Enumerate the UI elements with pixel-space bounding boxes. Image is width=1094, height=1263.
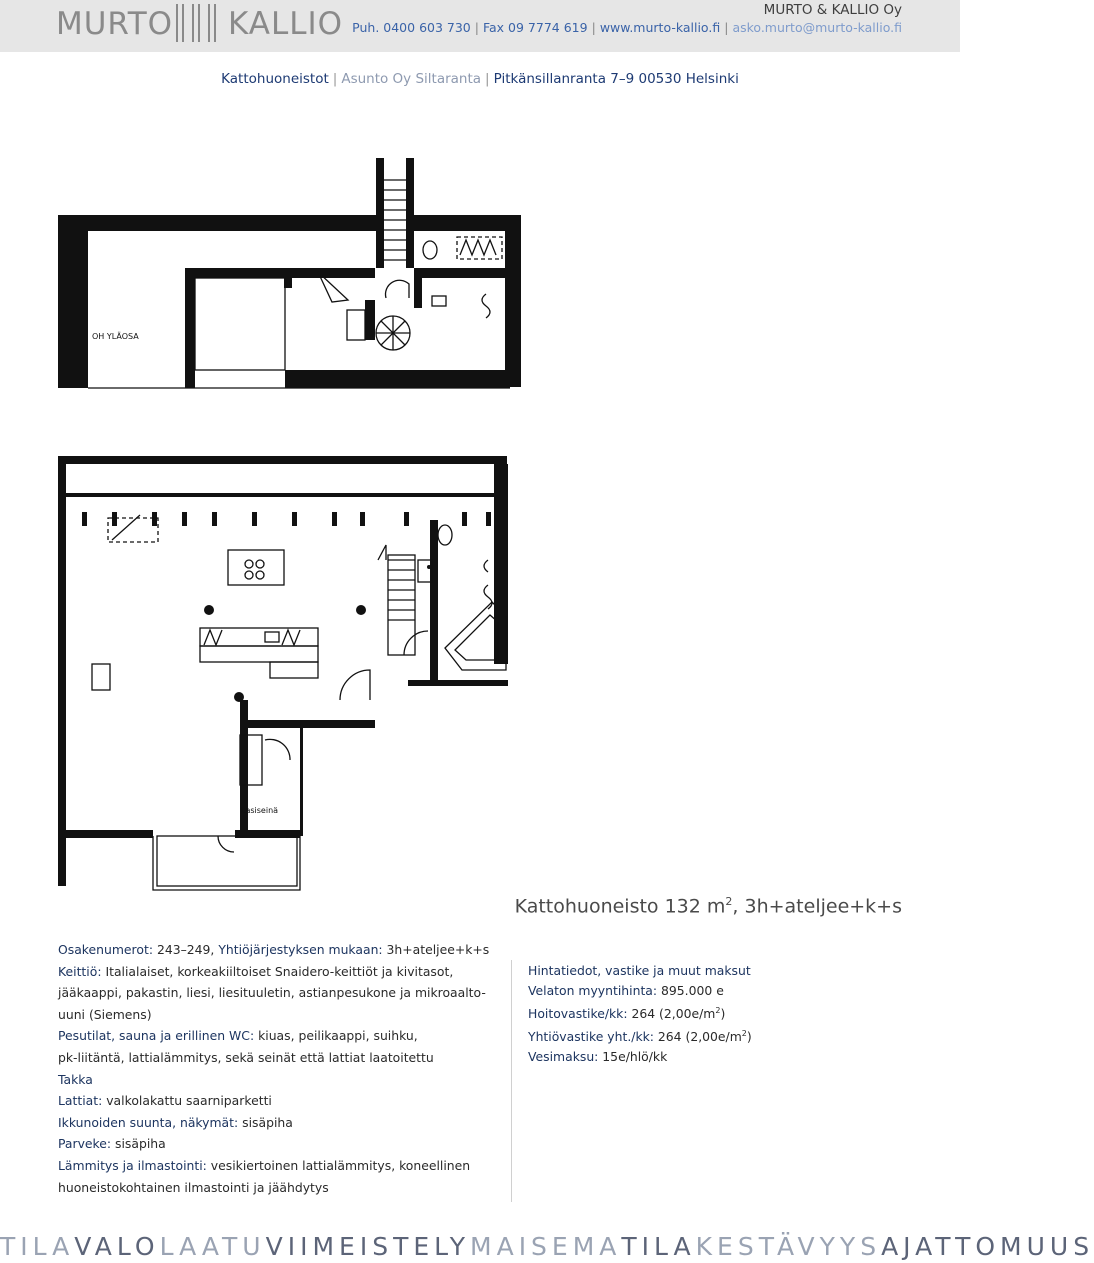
price-row: Vesimaksu: 15e/hlö/kk xyxy=(528,1049,668,1065)
price-row: Hoitovastike/kk: 264 $(2,00e/m^2)$ xyxy=(528,1006,726,1022)
logo-word-left: MURTO xyxy=(56,6,174,42)
details-line: pk-liitäntä, lattialämmitys, sekä seinät että lattiat laatoitettu xyxy=(58,1049,434,1065)
slogan-word: TILA xyxy=(621,1232,696,1261)
phone-text: Puh. 0400 603 730 xyxy=(352,20,471,35)
details-line: uuni (Siemens) xyxy=(58,1006,152,1022)
column-divider xyxy=(511,960,512,1202)
property-location: Kattohuoneistot | Asunto Oy Siltaranta | Pitkänsillanranta 7–9 00530 Helsinki xyxy=(221,71,739,87)
details-line: Parveke: sisäpiha xyxy=(58,1136,166,1152)
details-line: Takka xyxy=(58,1071,93,1087)
contact-line: Puh. 0400 603 730 | Fax 09 7774 619 | www.murto-kallio.fi | asko.murto@murto-kallio.fi xyxy=(352,20,902,35)
price-heading: Hintatiedot, vastike ja muut maksut xyxy=(528,963,751,978)
slogan-word: AJATTOMUUS xyxy=(881,1232,1094,1261)
email-link[interactable]: asko.murto@murto-kallio.fi xyxy=(732,20,902,35)
details-line: Lattiat: valkolakattu saarniparketti xyxy=(58,1093,272,1109)
details-line: jääkaappi, pakastin, liesi, liesituuletin, astianpesukone ja mikroaalto- xyxy=(58,985,486,1001)
location-category: Kattohuoneistot xyxy=(221,71,329,87)
footer-slogan xyxy=(0,1232,1094,1263)
label-upper-floor: OH YLÄOSA xyxy=(92,332,139,341)
details-line: Lämmitys ja ilmastointi: vesikiertoinen lattialämmitys, koneellinen xyxy=(58,1157,471,1173)
slogan-word: LAATU xyxy=(159,1232,266,1261)
slogan-word: KESTÄVYYS xyxy=(695,1232,882,1261)
logo-bars xyxy=(174,4,222,42)
price-info xyxy=(528,961,908,1067)
logo-word-right: KALLIO xyxy=(228,6,344,42)
fax-text: Fax 09 7774 619 xyxy=(482,20,588,35)
label-glass-wall: Lasiseinä xyxy=(241,806,279,815)
price-row: Velaton myyntihinta: 895.000 e xyxy=(528,983,724,998)
details-line: Ikkunoiden suunta, näkymät: sisäpiha xyxy=(58,1114,293,1130)
details-line: Keittiö: Italialaiset, korkeakiiltoiset Snaidero-keittiöt ja kivitasot, xyxy=(58,963,454,979)
location-company: Asunto Oy Siltaranta xyxy=(341,71,482,87)
page-header xyxy=(0,0,960,52)
price-row: Yhtiövastike yht./kk: 264 $(2,00e/m^2)$ xyxy=(528,1029,752,1045)
details-line: Pesutilat, sauna ja erillinen WC: kiuas, peilikaappi, suihku, xyxy=(58,1028,418,1044)
apartment-details xyxy=(58,939,498,1198)
slogan-word: MAISEMA xyxy=(470,1232,622,1261)
details-line: Osakenumerot: 243–249, Yhtiöjärjestyksen mukaan: 3h+ateljee+k+s xyxy=(58,942,490,957)
location-address: Pitkänsillanranta 7–9 00530 Helsinki xyxy=(493,71,739,87)
details-line: huoneistokohtainen ilmastointi ja jäähdytys xyxy=(58,1179,329,1195)
apartment-title: Kattohuoneisto 132 $m^2$, 3h+ateljee+k+s xyxy=(514,895,902,918)
slogan-word: VIIMEISTELY xyxy=(265,1232,471,1261)
slogan-word: VALO xyxy=(74,1232,160,1261)
web-link[interactable]: www.murto-kallio.fi xyxy=(599,20,721,35)
slogan-word: TILA xyxy=(0,1232,75,1261)
company-name: MURTO & KALLIO Oy xyxy=(763,2,902,18)
floor-plan xyxy=(0,140,960,900)
